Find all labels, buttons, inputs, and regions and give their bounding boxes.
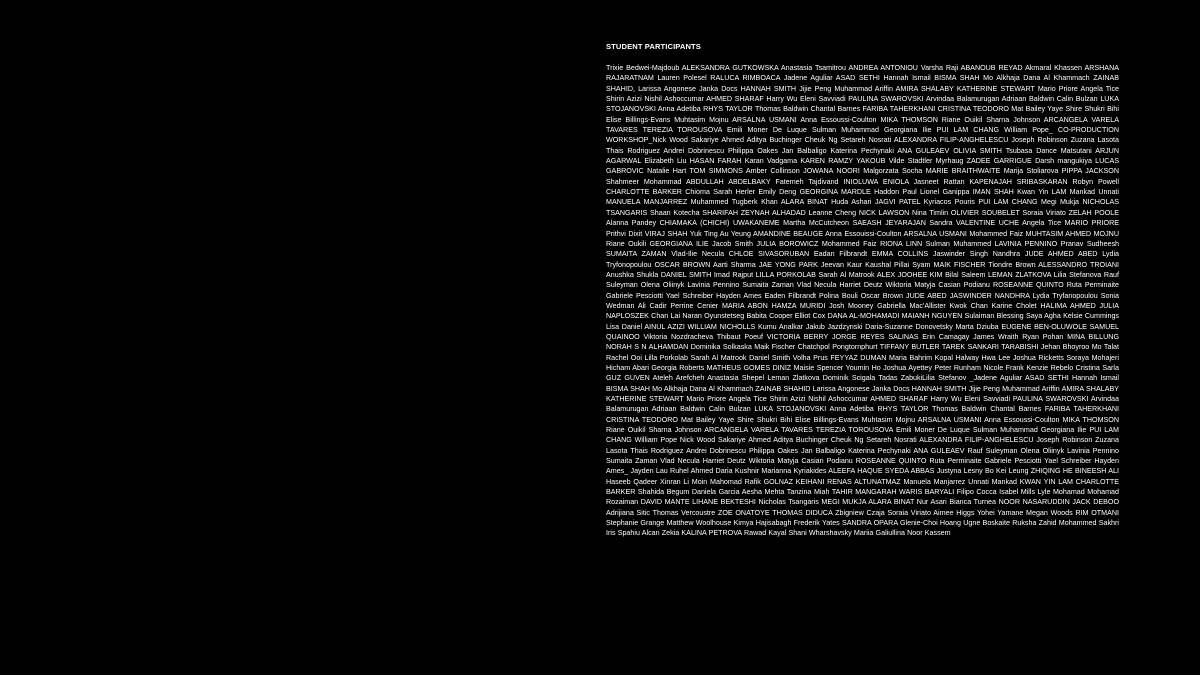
credits-block xyxy=(606,41,1119,539)
participant-names: Trixie Bedwei-Majdoub ALEKSANDRA GUTKOWSKA Anastasia Tsamitrou ANDREA ANTONIOU Varsha Raji ABANOUB REYAD Akmaral Khassen ARSHANA RAJARATNAM Lauren Polesel RALUCA RIMBOACA Jadene Aguliar ASAD SETHI Hannah Ismail BISMA SHAH Mo Alkhaja Dana Al Khammach ZAINAB SHAHID, Larissa Angonese Janka Docs HANNAH SMITH Jijie Peng Muhammad Ariffin AMIRA SHALABY KATHERINE STEWART Mario Priore Angela Tice Shirin Azizi Nishil Ashoccumar AHMED SHARAF Harry Wu Eleni Savviadi PAULINA SWAROVSKI Arvindaa Balamurugan Adriaan Baldwin Calin Bulzan LUKA STOJANOVSKI Anna Adetiba RHYS TAYLOR Thomas Baldwin Chantal Barnes FARIBA TAHERKHANI CRISTINA TEODORO Mat Bailey Yaye Shire Shukri Bihi Elise Billings-Evans Muhtasim Mojnu ARSALNA USMANI Anna Essoussi-Coulton MIKA THOMSON Riane Ouikil Sharna Johnson ARCANGELA VARELA TAVARES TEREZIA TOROUSOVA Emili Moner De Luque Sulman Muhammad Georgiana Ilie PUI LAM CHANG William Pope_ CO-PRODUCTION WORKSHOP_Nick Wood Sakariye Ahmed Aditya Buchinger Cheuk Ng Setareh Nosrati ALEXANDRA FILIP-ANGHELESCU Joseph Robinson Zuzana Lasota Thais Rodriguez Andrei Dobrinescu Philippa Oakes Jan Balbaligo Katerina Pechynaki ANA GULEAEV OLIVIA SMITH Tsubasa Dance Matsutani ARJUN AGARWAL Elizabeth Liu HASAN FARAH Karan Vadgama KAREN RAMZY YAKOUB Vilde Stadtler Myrhaug ZADEE GARRIGUE Darsh mangukiya LUCAS GABROVIC Natalie Hart TOM SIMMONS Amber Collinson JOWANA NOORI Malgorzata Socha MARIE BRAITHWAITE Marija Stoliarova PIPPA JACKSON Shahmeer Mohammad ABDULLAH ABDELBAKY Fatemeh Tajdivand INIOLUWA ENIOLA Jasneet Rattan KAPENAJAH SRIBASKARAN Robyn Powell CHARLOTTE BARKER Chioma Sarah Herler Emily Deng GEORGINA MARDLE Haddon Paul Lionel Ganippa IMAN SHAH Kwan Yin LAM Mankad Unnati MANUELA MANJARREZ Muhammed Tugberk Khan ALARA BINAT Huda Ashari JAGVI PATEL Kyriacos Pouris PUI LAM CHANG Megi Mukja NICHOLAS TSANGARIS Shaan Kotecha SHARIFAH ZEYNAH ALHADAD Leanne Cheng NICK LAWSON Nina Timlin OLIVIER SOUBELET Soraia Viriato ZELAH POOLE Alanna Pandey CHIAMAKA (CHICHI) UWAKANEME Martha McCutcheon SAEASH JEYARAJAN Sandra VALENTINE UCHE Angela Tice MARIO PRIORE Prithvi Dixit VIRAJ SHAH Yuk Ting Au Yeung AMANDINE BEAUGE Anna Essouissi-Coulton ARSALNA USMANI Mohammed Faiz MUHTASIM AHMED MOJNU Riane Oukili GEORGIANA ILIE Jacob Smith JULIA BOROWICZ Mohammed Faiz RIONA LINN Sulman Muhammed LAVINIA PENNINO Pranav Sudheesh SUMAITA ZAMAN Vlad-Ilie Necula CHLOE SIVASORUBAN Eadan Filbrandt EMMA COLLINS Jaswinder Singh Nandhra JUDE AHMED ABED Lydia Tryfonopoulou OSCAR BROWN Aarti Sharma JAE YONG PARK Jeevan Kaur Kaushal Pillai Syam MAIK FISCHER Tiondre Brown ALESSANDRO TROIANI Anushka Shukla DANIEL SMITH Imad Rajput LILLA PORKOLAB Sarah Al Matrook ALEX JOOHEE KIM Bilal Saleem LEMAN ZLATKOVA Lilia Stefanova Rauf Suleyman Olena Oliinyk Lavinia Pennino Sumaita Zaman Vlad Necula Harriet Deutz Wiktoria Matyja Casian Podianu ROSEANNE QUINTO Ruta Perminaite Gabriele Pesciotti Yael Schreiber Hayden Ames Eaden Filbrandt Polina Bouli Oscar Brown JUDE ABED JASWINDER NANDHRA Lydia Tryfanopoulou Sonia Wedman Ali Cadir Perrine Cenier MARIA ABON HAMZA MURIDI Josh Mooney Gabriella Mac'Allister Kwok Chan Karine Cholet HALIMA AHMED JULIA NAPLOSZEK Chan Lai Naran Oyunstetseg Babita Cooper Elliot Cox DANA AL-MOHAMADI MAIANH NGUYEN Sulaiman Blessing Saya Agha Kelsie Cummings Lisa Daniel AINUL AZIZI WILLIAM NICHOLLS Kumu Analkar Jakub Jazdzynski Daria-Suzanne Donovetsky Marta Dziuba EUGENE BEN-OLUWOLE SAMUEL QUAINOO Viktoria Nozdracheva Thibaut Poeuf VICTORIA BERRY JORGE REYES SALINAS Erin Camagay James Wraith Ryan Pohan MINA BILLUNG NORAH S N ALHAMDAN Dominika Solkaska Maik Fischer Chatchpol Pongtornphurt TIFFANY BUTLER TAREK SANKARI TARABISHI Jehan Bhoyroo Mo Talat Rachel Ooi Lilla Porkolab Sarah Al Matrook Daniel Smith Volha Prus FEYYAZ DUMAN Maria Bahrim Kopal Halway Hwa Lee Joshua Ricketts Soraya Mohajeri Hicham Abari Georgia Roberts MATHEUS GOMES DINIZ Maisie Spencer Youmin Ho Joshua Ayettey Peter Runham Nicole Frank Kenzie Rebelo Cristina Sarla GUZ GUVEN Ateleh Arefcheh Anastasia Shepel Leman Zlatkova Dominik Scigala Tadas ZabukiLilia Stefanov _Jadene Aguliar ASAD SETHI Hannah Ismail BISMA SHAH Mo Alkhaja Dana Al Khammach ZAINAB SHAHID Larissa Angonese Janka Docs HANNAH SMITH Jijie Peng Muhammad Ariffin AMIRA SHALABY KATHERINE STEWART Mario Priore Angela Tice Shirin Azizi Nishil Ashoccumar AHMED SHARAF Harry Wu Eleni Savviadi PAULINA SWAROVSKI Arvindaa Balamurugan Adriaan Baldwin Calin Bulzan LUKA STOJANOVSKI Anna Adetiba RHYS TAYLOR Thomas Baldwin Chantal Barnes FARIBA TAHERKHANI CRISTINA TEODORO Mat Bailey Yaye Shire Shukri Bihi Elise Billings-Evans Muhtasim Mojnu ARSALNA USMANI Anna Essoussi-Coulton MIKA THOMSON Riane Ouikil Sharna Johnson ARCANGELA VARELA TAVARES TEREZIA TOROUSOVA Emili Moner De Luque Sulman Muhammad Georgiana Ilie PUI LAM CHANG William Pope Nick Wood Sakariye Ahmed Aditya Buchinger Cheuk Ng Setareh Nosrati ALEXANDRA FILIP-ANGHELESCU Joseph Robinson Zuzana Lasota Thais Rodriguez Andrei Dobrinescu Philippa Oakes Jan Balbaligo Katerina Pechynaki ANA GULEAEV Rauf Suleyman Olena Oliinyk Lavinia Pennino Sumaita Zaman Vlad Necula Harriet Deutz Wiktoria Matyja Casian Podianu ROSEANNE QUINTO Ruta Perminaite Gabriele Pesciotti Yael Schreiber Hayden Ames_ Jayden Lau Ruhel Ahmed Daria Kushnir Marianna Kyriakides ALEEFA HAQUE SYEDA ABBAS Justyna Lesny Bo Kei Leung ZHIQING HE BINEESH ALI Haseeb Qadeer Xinran Li Moin Mahomad Rafik GOLNAZ KEIHANI RENAS ALTUNATMAZ Manuela Manjarrez Unnati Mankad KWAN YIN LAM CHARLOTTE BARKER Shahida Begum Daniela Garcia Aesha Mehta Tanzina Miah TAHIR MANGARAH WARIS BARYALI Filipo Cocca Isabel Mills Lyle Mohamad Mohamad Rozaiman DAVID MANTE LIHANE BEKTESHI Nicholas Tsangaris MEGI MUKJA ALARA BINAT Nur Asari Bianca Turnea NOOR NASARUDDIN JACK DEBOO Adrijiana Sitic Thomas Vercoustre ZOE ONATOYE THOMAS DIDUCA Zbigniew Czaja Soraia Viriato Aimee Higgs Yohei Yamane Megan Woods RIM OTMANI Stephanie Grange Matthew Woolhouse Kimya Hajisabagh Frederik Yates SANDRA OPARA Glenie-Choi Hoang Ugne Boskaite Ruksha Zahid Mohammed Sakhri Iris Spahiu Alcan Zekia KALINA PETROVA Rawad Kayal Shani Wharshavsky Mariia Galiullina Noor Kassem xyxy=(606,64,1119,538)
credits-heading: STUDENT PARTICIPANTS xyxy=(606,42,701,51)
